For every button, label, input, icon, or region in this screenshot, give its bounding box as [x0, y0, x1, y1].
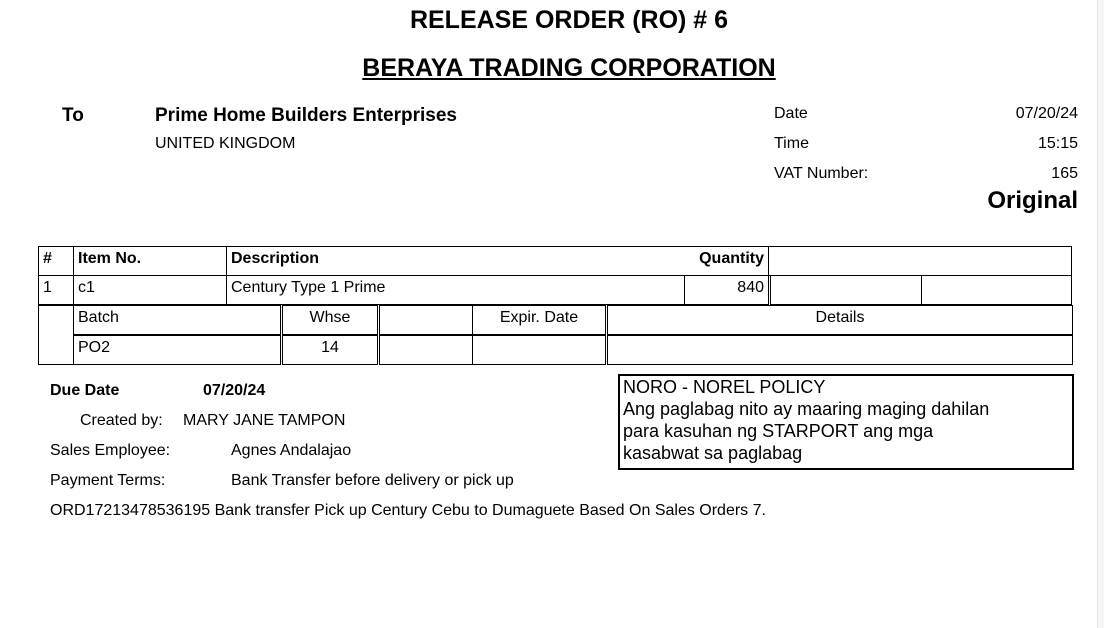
- policy-box: [618, 374, 1074, 470]
- batch-row-whse: 14: [282, 335, 378, 365]
- created-by-label: Created by:: [80, 412, 163, 429]
- item-row-quantity: 840: [684, 275, 769, 305]
- batch-indent-cell: [38, 305, 74, 365]
- items-header-description: [226, 246, 769, 276]
- items-header-num: #: [38, 246, 74, 276]
- batch-row-expir-date: [472, 335, 606, 365]
- policy-line-2: para kasuhan ng STARPORT ang mga: [623, 421, 934, 441]
- vat-label: VAT Number:: [774, 165, 869, 182]
- item-row-num: 1: [38, 275, 74, 305]
- batch-header-whse: Whse: [282, 305, 378, 335]
- date-value: 07/20/24: [1015, 105, 1078, 122]
- batch-row-empty: [379, 335, 473, 365]
- due-date-label: Due Date: [50, 382, 120, 399]
- items-header-extra: [768, 246, 1072, 276]
- description-header-label: Description: [231, 250, 320, 267]
- copy-type: Original: [987, 187, 1078, 214]
- time-value: 15:15: [1037, 135, 1078, 152]
- payment-terms-value: Bank Transfer before delivery or pick up: [231, 472, 514, 489]
- policy-line-1: Ang paglabag nito ay maaring maging dahilan: [623, 399, 990, 419]
- time-label: Time: [774, 135, 809, 152]
- quantity-header-label: Quantity: [699, 250, 764, 267]
- to-label: To: [62, 105, 84, 126]
- document-title: RELEASE ORDER (RO) # 6: [409, 6, 729, 34]
- customer-country: UNITED KINGDOM: [155, 135, 296, 152]
- policy-line-3: kasabwat sa paglabag: [623, 443, 803, 463]
- date-label: Date: [774, 105, 808, 122]
- policy-title: NORO - NOREL POLICY: [623, 377, 826, 397]
- batch-header-expir-date: Expir. Date: [472, 305, 606, 335]
- items-header-item-no: Item No.: [73, 246, 227, 276]
- batch-row-batch: PO2: [73, 335, 281, 365]
- batch-header-batch: Batch: [73, 305, 281, 335]
- vat-value: 165: [1051, 165, 1078, 182]
- due-date-value: 07/20/24: [203, 382, 266, 399]
- page-edge: [1097, 0, 1104, 628]
- company-name: BERAYA TRADING CORPORATION: [362, 54, 776, 82]
- item-row-extra-1: [770, 275, 922, 305]
- payment-terms-label: Payment Terms:: [50, 472, 166, 489]
- item-row-extra-2: [921, 275, 1072, 305]
- sales-employee-label: Sales Employee:: [50, 442, 171, 459]
- created-by-value: MARY JANE TAMPON: [183, 412, 346, 429]
- remarks: ORD17213478536195 Bank transfer Pick up Century Cebu to Dumaguete Based On Sales Orders 7.: [50, 502, 766, 519]
- customer-name: Prime Home Builders Enterprises: [155, 105, 457, 126]
- item-row-description: Century Type 1 Prime: [226, 275, 685, 305]
- batch-header-details: Details: [607, 305, 1073, 335]
- batch-row-details: [607, 335, 1073, 365]
- item-row-item-no: c1: [73, 275, 227, 305]
- sales-employee-value: Agnes Andalajao: [231, 442, 352, 459]
- batch-header-empty: [379, 305, 473, 335]
